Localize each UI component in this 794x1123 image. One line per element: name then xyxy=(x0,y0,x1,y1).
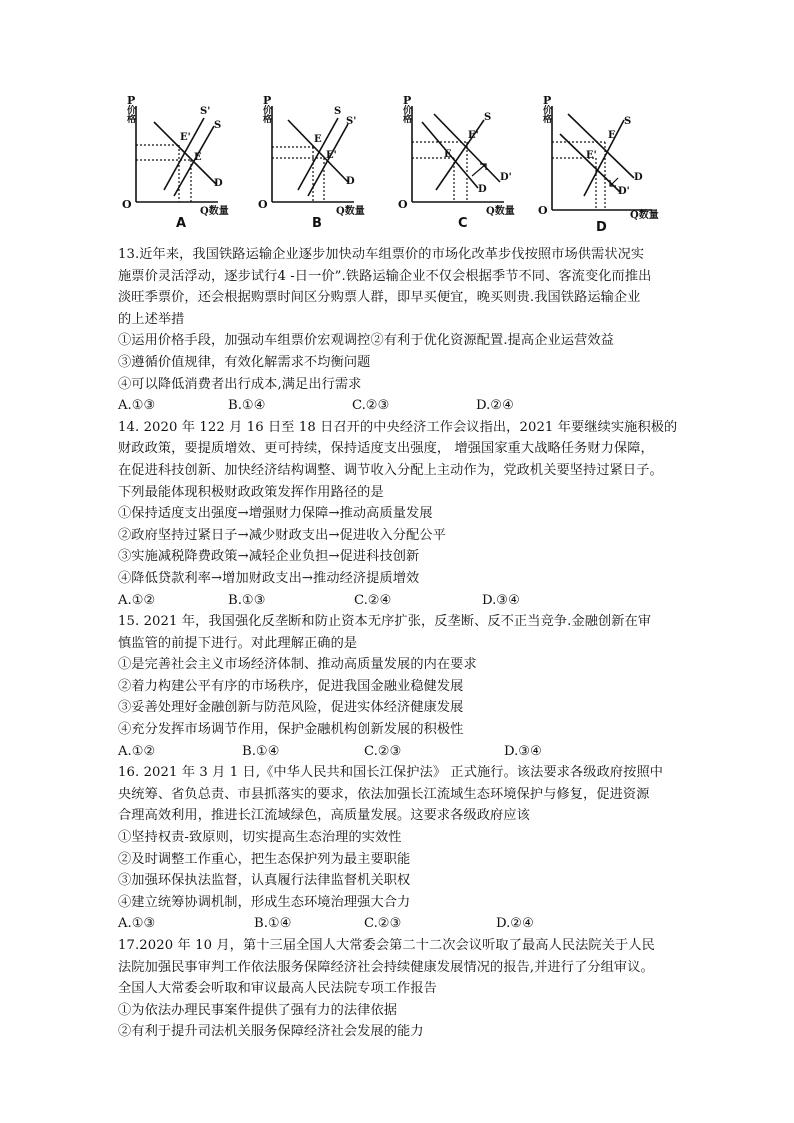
graph-d-origin-label: O xyxy=(538,204,548,217)
question-14-choice: ③实施减税降费政策→减轻企业负担→促进科技创新 xyxy=(118,549,420,565)
question-16-line: 16. 2021 年 3 月 1 日,《中华人民共和国长江保护法》 正式施行。该法要求各级政府按照中 xyxy=(118,765,664,781)
graph-d-point-e: E xyxy=(608,130,616,141)
question-14-line: 下列最能体现积极财政政策发挥作用路径的是 xyxy=(118,484,384,500)
option-a: A.①③ xyxy=(118,398,156,414)
option-d: D.②④ xyxy=(496,916,534,932)
graph-b-p-label: P xyxy=(263,94,272,107)
graph-d-curve-d-prime: D' xyxy=(618,186,630,197)
question-14 xyxy=(118,417,688,611)
graph-c xyxy=(394,92,534,232)
question-15-choice: ④充分发挥市场调节作用，保护金融机构创新发展的积极性 xyxy=(118,722,464,738)
question-17-line: 全国人大常委会听取和审议最高人民法院专项工作报告 xyxy=(118,981,437,997)
question-16-choice: ①坚持权责-致原则，切实提高生态治理的实效性 xyxy=(118,830,402,846)
option-a: A.①③ xyxy=(118,916,156,932)
graph-c-curve-d: D xyxy=(478,184,487,195)
option-c: C.②④ xyxy=(354,592,392,608)
question-16-options xyxy=(118,913,688,935)
graph-a-p-label: P xyxy=(127,94,136,107)
question-13-line: 13.近年来，我国铁路运输企业逐步加快动车组票价的市场化改革步伐按照市场供需状况实 xyxy=(118,247,645,262)
question-14-line: 14. 2020 年 122 月 16 日至 18 日召开的中央经济工作会议指出，2021 年要继续实施积极的 xyxy=(118,419,678,435)
option-d: D.③④ xyxy=(504,743,542,759)
question-13-choice: ④可以降低消费者出行成本,满足出行需求 xyxy=(118,376,362,392)
question-13 xyxy=(118,244,688,417)
graph-d-curve-d: D xyxy=(634,172,643,183)
graph-a-label: A xyxy=(176,216,187,231)
question-14-choice: ④降低贷款利率→增加财政支出→推动经济提质增效 xyxy=(118,570,420,586)
question-14-choice: ①保持适度支出强度→增强财力保障→推动高质量发展 xyxy=(118,506,433,522)
question-17 xyxy=(118,935,688,1043)
question-14-line: 财政政策，要提质增效、更可持续，保持适度支出强度， 增强国家重大战略任务财力保障， xyxy=(118,441,654,457)
option-b: B.①③ xyxy=(228,592,266,608)
graph-c-curve-s: S xyxy=(484,112,492,123)
graph-b-svg xyxy=(254,92,394,232)
option-b: B.①④ xyxy=(242,743,280,759)
question-15 xyxy=(118,611,688,762)
question-17-choice: ②有利于提升司法机关服务保障经济社会发展的能力 xyxy=(118,1024,424,1040)
graph-b-label: B xyxy=(312,216,322,231)
graph-b-qty-label: Q数量 xyxy=(336,206,365,217)
option-b: B.①④ xyxy=(254,916,292,932)
question-15-line: 慎监管的前提下进行。对此理解正确的是 xyxy=(118,635,358,651)
question-16-choice: ④建立统筹协调机制，形成生态环境治理强大合力 xyxy=(118,894,411,910)
question-14-choice: ②政府坚持过紧日子→减少财政支出→促进收入分配公平 xyxy=(118,527,446,543)
graph-a xyxy=(118,92,258,232)
option-a: A.①② xyxy=(118,743,156,759)
graph-d xyxy=(534,92,674,235)
graph-c-label: C xyxy=(458,216,468,231)
question-17-choice: ①为依法办理民事案件提供了强有力的法律依据 xyxy=(118,1002,398,1018)
question-13-options xyxy=(118,395,688,417)
question-15-choice: ①是完善社会主义市场经济体制、推动高质量发展的内在要求 xyxy=(118,657,477,673)
graph-a-qty-label: Q数量 xyxy=(200,206,229,217)
graph-a-curve-d: D xyxy=(214,178,223,189)
graph-a-point-e: E xyxy=(194,152,202,163)
option-c: C.②③ xyxy=(364,743,402,759)
graph-d-point-e-prime: E' xyxy=(586,150,597,161)
question-13-choice: ①运用价格手段，加强动车组票价宏观调控②有利于优化资源配置.提高企业运营效益 xyxy=(118,333,614,349)
graph-d-label: D xyxy=(596,220,607,235)
graph-d-p-label: P xyxy=(543,94,552,107)
graph-a-curve-s: S xyxy=(214,120,222,131)
graph-b-price-label: 价格 xyxy=(261,105,271,123)
question-13-line: 的上述举措 xyxy=(118,311,185,327)
graph-d-price-label: 价格 xyxy=(541,105,551,123)
option-d: D.③④ xyxy=(482,592,520,608)
graph-a-svg xyxy=(118,92,258,232)
question-13-choice: ③遵循价值规律，有效化解需求不均衡问题 xyxy=(118,354,371,370)
graph-c-origin-label: O xyxy=(398,198,408,211)
supply-demand-graphs xyxy=(118,92,678,235)
question-16-choice: ③加强环保执法监督，认真履行法律监督机关职权 xyxy=(118,873,411,889)
graph-c-curve-d-prime: D' xyxy=(500,172,512,183)
graph-b-origin-label: O xyxy=(258,198,268,211)
questions xyxy=(118,244,688,1043)
question-16-choice: ②及时调整工作重心，把生态保护列为最主要职能 xyxy=(118,851,411,867)
graph-b-point-e-prime: E' xyxy=(326,150,337,161)
question-15-choice: ③妥善处理好金融创新与防范风险，促进实体经济健康发展 xyxy=(118,700,464,716)
option-c: C.②③ xyxy=(364,916,402,932)
option-a: A.①② xyxy=(118,592,156,608)
graph-c-point-e-prime: E' xyxy=(468,130,479,141)
question-13-line: 施票价灵活浮动，逐步试行4 -日一价”.铁路运输企业不仅会根据季节不同、客流变化而推出 xyxy=(118,268,652,284)
graph-c-price-label: 价格 xyxy=(401,105,411,123)
graph-c-point-e: E xyxy=(444,149,452,160)
graph-d-qty-label: Q数量 xyxy=(630,210,659,221)
graph-a-point-e-prime: E' xyxy=(180,132,191,143)
graph-b-curve-s: S xyxy=(334,106,342,117)
graph-c-qty-label: Q数量 xyxy=(486,206,515,217)
graph-c-p-label: P xyxy=(403,94,412,107)
question-14-line: 在促进科技创新、加快经济结构调整、调节收入分配上主动作为，党政机关要坚持过紧日子。 xyxy=(118,462,663,478)
question-15-choice: ②着力构建公平有序的市场秩序，促进我国金融业稳健发展 xyxy=(118,678,464,694)
graph-d-curve-s: S xyxy=(624,116,632,127)
option-d: D.②④ xyxy=(476,398,514,414)
option-c: C.②③ xyxy=(352,398,390,414)
graph-b-curve-d: D xyxy=(346,176,355,187)
graph-b xyxy=(254,92,394,232)
graph-a-origin-label: O xyxy=(122,198,132,211)
graph-b-curve-s-prime: S' xyxy=(346,116,357,127)
graph-b-demand-line xyxy=(288,120,348,182)
question-15-line: 15. 2021 年，我国强化反垄断和防止资本无序扩张，反垄断、反不正当竞争.金融创新在审 xyxy=(118,614,652,630)
question-17-line: 17.2020 年 10 月，第十三届全国人大常委会第二十二次会议听取了最高人民法院关于人民 xyxy=(118,938,655,953)
graph-a-price-label: 价格 xyxy=(125,105,135,123)
question-14-options xyxy=(118,590,688,612)
question-16-line: 合理高效利用，推进长江流域绿色，高质量发展。这要求各级政府应该 xyxy=(118,808,530,824)
question-16 xyxy=(118,762,688,935)
graph-a-curve-s-prime: S' xyxy=(200,106,211,117)
graph-b-point-e: E xyxy=(314,134,322,145)
question-15-options xyxy=(118,741,688,763)
question-16-line: 央统筹、省负总责、市县抓落实的要求，依法加强长江流域生态环境保护与修复，促进资源 xyxy=(118,786,650,802)
option-b: B.①④ xyxy=(228,398,266,414)
question-17-line: 法院加强民事审判工作依法服务保障经济社会持续健康发展情况的报告,并进行了分组审议。 xyxy=(118,959,654,975)
question-13-line: 淡旺季票价，还会根据购票时间区分购票人群，即早买便宜，晚买则贵.我国铁路运输企业 xyxy=(118,290,641,306)
